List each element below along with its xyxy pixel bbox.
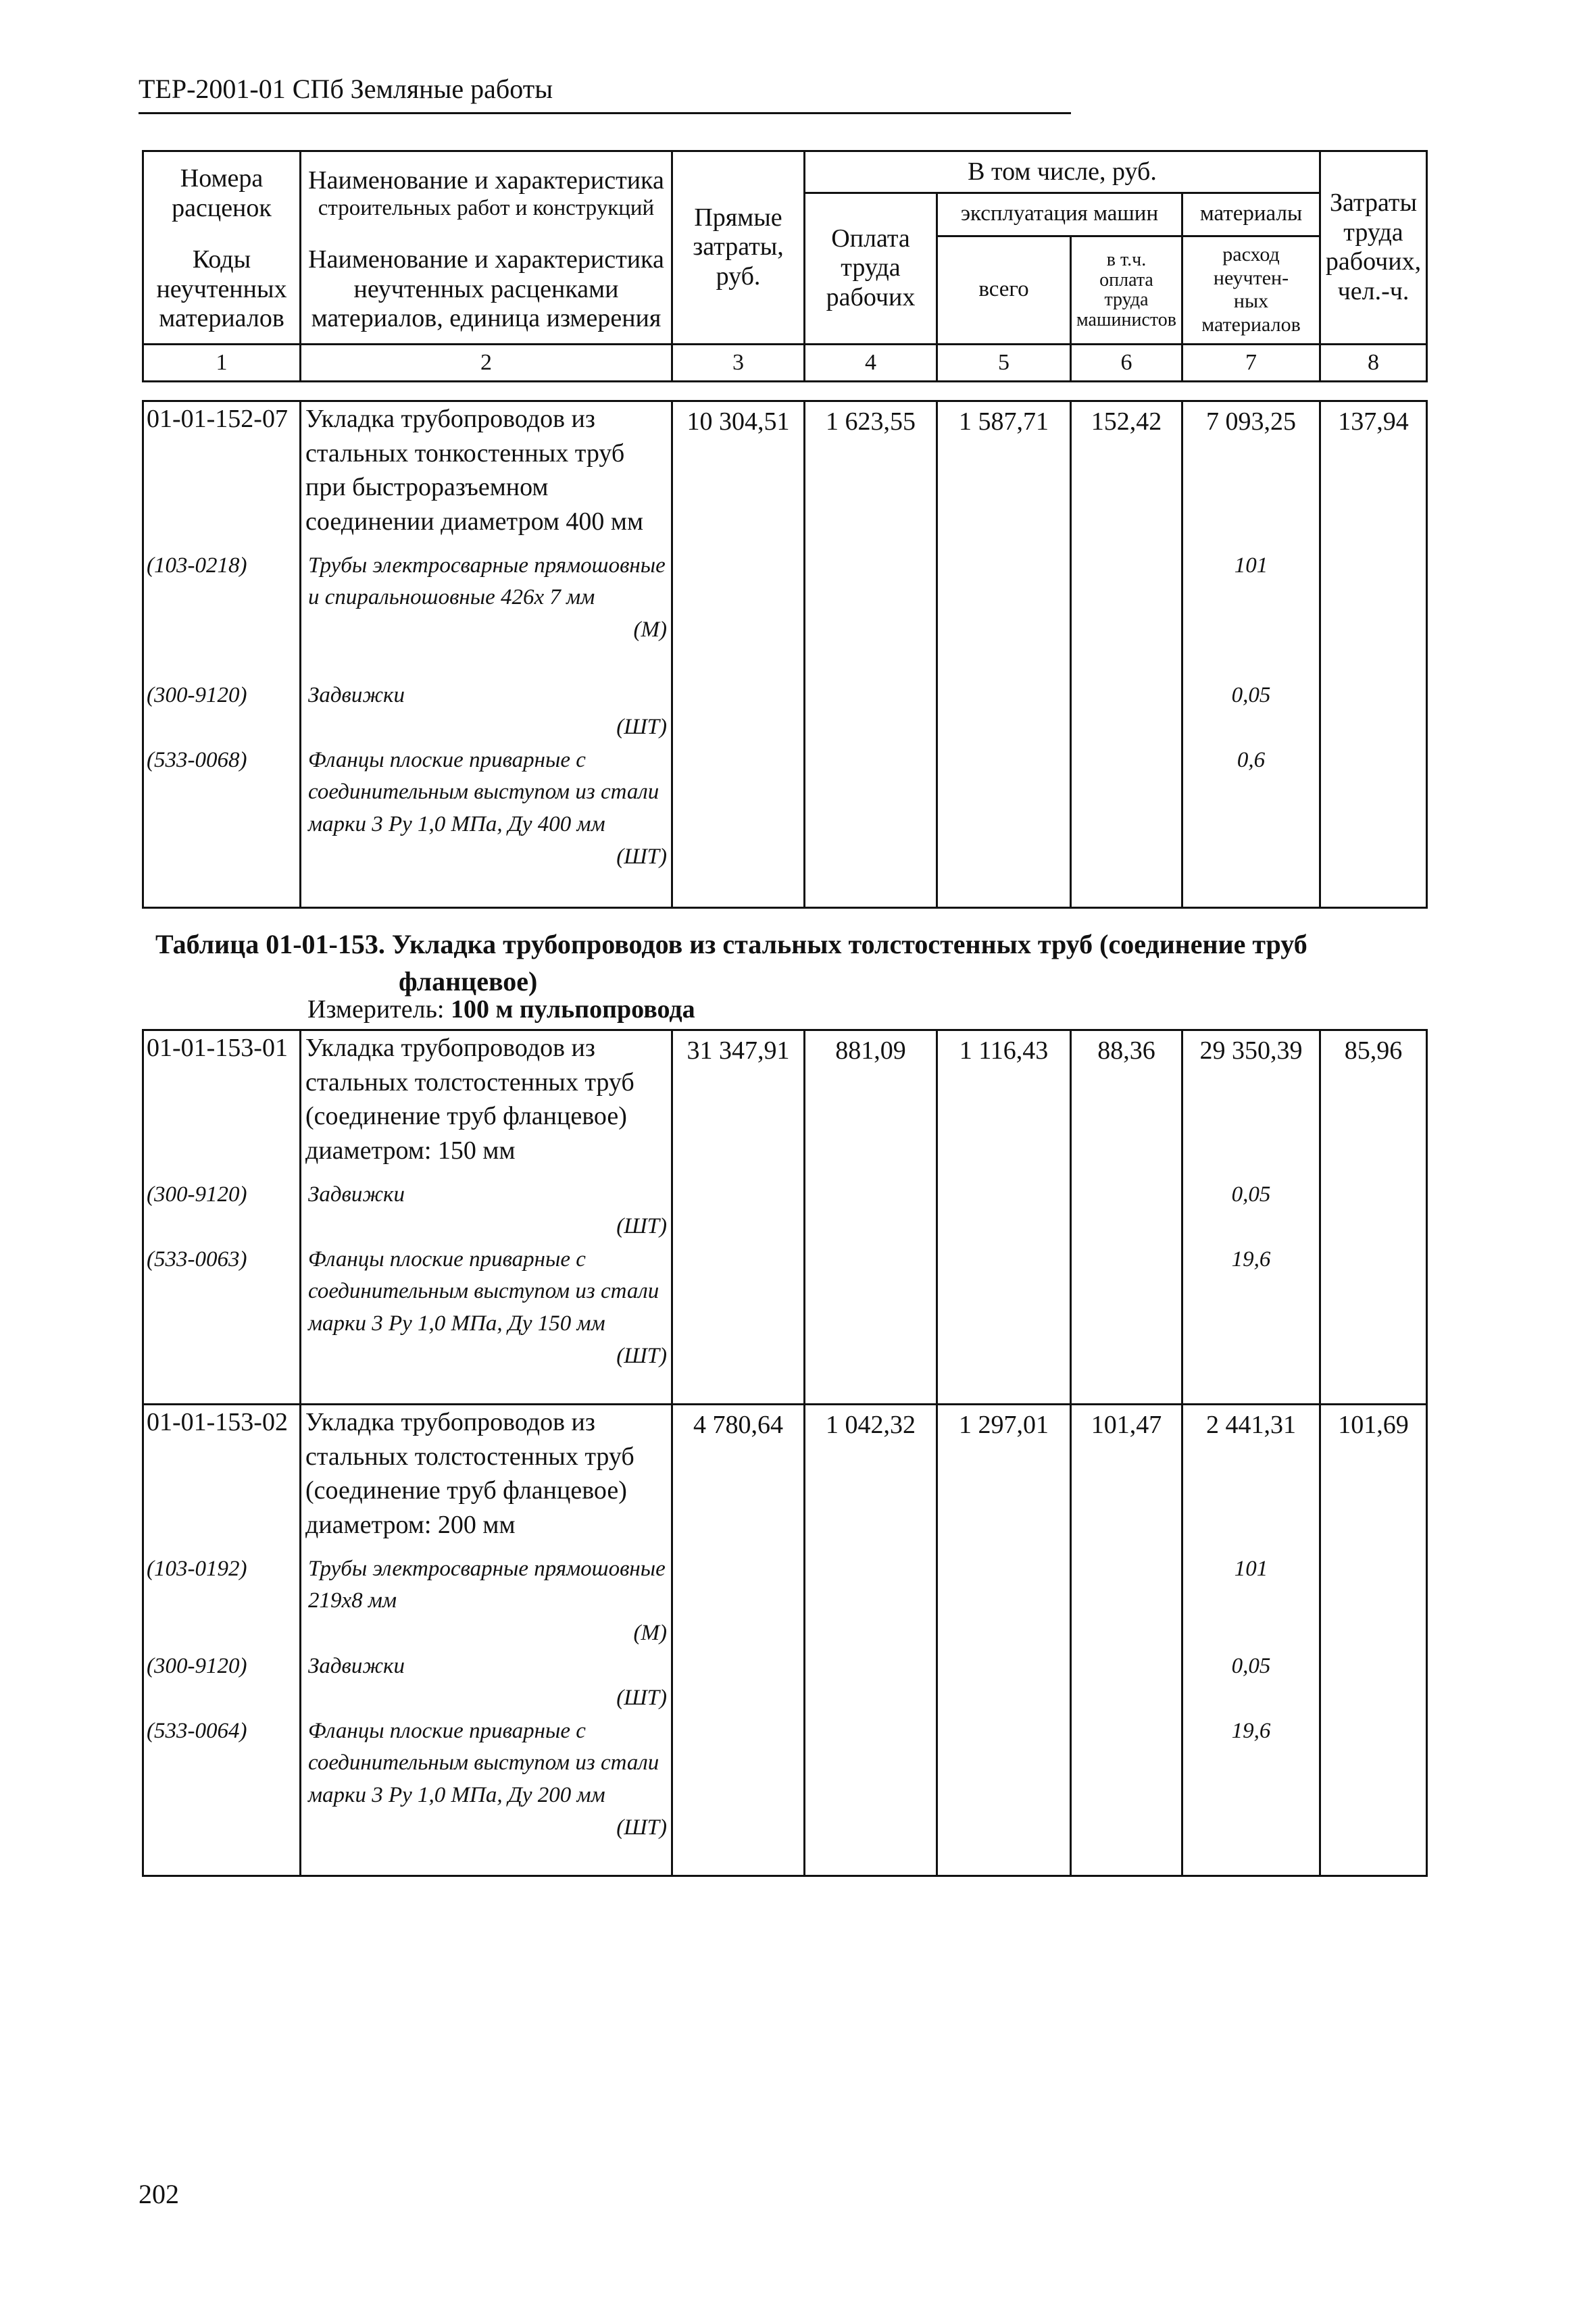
- material-name: Задвижки (ШТ): [301, 1651, 672, 1715]
- col-number-7: 7: [1182, 344, 1320, 381]
- material-unit: (ШТ): [616, 1344, 667, 1369]
- material-code: (300-9120): [143, 1179, 301, 1244]
- rates-table-153: [142, 1029, 1428, 1877]
- material-name: Трубы электросварные прямошовные и спиральношовные 426х 7 мм (М): [301, 550, 672, 680]
- labor-hours: 85,96: [1320, 1030, 1427, 1179]
- material-name: Фланцы плоские приварные с соединительным выступом из стали марки 3 Ру 1,0 МПа, Ду 400 мм (ШТ): [301, 745, 672, 908]
- rate-code: 01-01-153-01: [143, 1030, 301, 1179]
- col-number-5: 5: [937, 344, 1071, 381]
- material-code: (533-0064): [143, 1715, 301, 1876]
- material-unit: (ШТ): [616, 1686, 667, 1711]
- operators-cost: 101,47: [1071, 1405, 1182, 1553]
- rate-name: Укладка трубопроводов из стальных толстостенных труб (соединение труб фланцевое) диаметром: 150 мм: [301, 1030, 672, 1179]
- materials-header: материалы: [1182, 193, 1320, 236]
- machines-cost: 1 587,71: [937, 401, 1071, 550]
- material-rate: 0,05: [1182, 680, 1320, 745]
- material-unit: (ШТ): [616, 1214, 667, 1239]
- material-name: Задвижки (ШТ): [301, 1179, 672, 1244]
- machines-cost: 1 297,01: [937, 1405, 1071, 1553]
- material-row: [143, 1179, 1427, 1244]
- material-name: Фланцы плоские приварные с соединительным выступом из стали марки 3 Ру 1,0 МПа, Ду 150 мм (ШТ): [301, 1244, 672, 1405]
- material-row: [143, 1715, 1427, 1876]
- direct-cost: 10 304,51: [672, 401, 805, 550]
- machines-header: эксплуатация машин: [937, 193, 1182, 236]
- col-number-3: 3: [672, 344, 805, 381]
- rates-table-152: [142, 400, 1428, 909]
- material-rate: 101: [1182, 1553, 1320, 1651]
- material-code: (533-0068): [143, 745, 301, 908]
- material-row: [143, 745, 1427, 908]
- measure-value: 100 м пульпопровода: [451, 995, 695, 1024]
- materials-cost: 2 441,31: [1182, 1405, 1320, 1553]
- material-row: [143, 1651, 1427, 1715]
- group-header: В том числе, руб.: [805, 151, 1320, 193]
- labor-hours: 137,94: [1320, 401, 1427, 550]
- material-code: (103-0192): [143, 1553, 301, 1651]
- col3-header: Прямые затраты, руб.: [672, 151, 805, 345]
- col5-header: всего: [937, 236, 1071, 344]
- page-header: ТЕР-2001-01 СПб Земляные работы: [139, 74, 553, 104]
- table-row: [143, 1405, 1427, 1553]
- rate-code: 01-01-153-02: [143, 1405, 301, 1553]
- measure-label: Измеритель:: [307, 995, 445, 1024]
- material-rate: 0,05: [1182, 1651, 1320, 1715]
- table-title-line2: фланцевое): [399, 966, 538, 997]
- page-number: 202: [139, 2179, 179, 2209]
- table-title-line1: Таблица 01-01-153. Укладка трубопроводов из стальных толстостенных труб (соединение труб: [155, 929, 1307, 959]
- material-rate: 0,05: [1182, 1179, 1320, 1244]
- material-row: [143, 680, 1427, 745]
- material-unit: (М): [633, 1621, 667, 1646]
- material-row: [143, 550, 1427, 680]
- material-code: (533-0063): [143, 1244, 301, 1405]
- material-rate: 0,6: [1182, 745, 1320, 908]
- col7-header: расход неучтен- ных материалов: [1182, 236, 1320, 344]
- material-code: (300-9120): [143, 1651, 301, 1715]
- col-number-2: 2: [301, 344, 672, 381]
- labor-cost: 881,09: [805, 1030, 937, 1179]
- material-code: (103-0218): [143, 550, 301, 680]
- rate-code: 01-01-152-07: [143, 401, 301, 550]
- direct-cost: 4 780,64: [672, 1405, 805, 1553]
- operators-cost: 88,36: [1071, 1030, 1182, 1179]
- materials-cost: 7 093,25: [1182, 401, 1320, 550]
- direct-cost: 31 347,91: [672, 1030, 805, 1179]
- col-number-6: 6: [1071, 344, 1182, 381]
- material-unit: (М): [633, 618, 667, 643]
- materials-cost: 29 350,39: [1182, 1030, 1320, 1179]
- material-unit: (ШТ): [616, 1815, 667, 1840]
- table-row: [143, 401, 1427, 550]
- material-rate: 19,6: [1182, 1244, 1320, 1405]
- column-header-table: [142, 150, 1428, 382]
- table-title: [155, 926, 1372, 1000]
- table-row: [143, 1030, 1427, 1179]
- col-number-1: 1: [143, 344, 301, 381]
- col-number-8: 8: [1320, 344, 1427, 381]
- material-rate: 101: [1182, 550, 1320, 680]
- col1-top-header: Номера расценок: [143, 151, 301, 236]
- labor-hours: 101,69: [1320, 1405, 1427, 1553]
- labor-cost: 1 623,55: [805, 401, 937, 550]
- rate-name: Укладка трубопроводов из стальных тонкостенных труб при быстроразъемном соединении диаметром 400 мм: [301, 401, 672, 550]
- measure-unit: [307, 997, 695, 1022]
- material-unit: (ШТ): [616, 715, 667, 740]
- col8-header: Затраты труда рабочих, чел.-ч.: [1320, 151, 1427, 345]
- material-row: [143, 1244, 1427, 1405]
- labor-cost: 1 042,32: [805, 1405, 937, 1553]
- col1-bottom-header: Коды неучтенных материалов: [143, 236, 301, 344]
- col2-top-header: Наименование и характеристика строительных работ и конструкций: [301, 151, 672, 236]
- material-name: Задвижки (ШТ): [301, 680, 672, 745]
- col4-header: Оплата труда рабочих: [805, 193, 937, 344]
- header-rule: [139, 112, 1071, 114]
- col2-bottom-header: Наименование и характеристика неучтенных расценками материалов, единица измерения: [301, 236, 672, 344]
- operators-cost: 152,42: [1071, 401, 1182, 550]
- material-unit: (ШТ): [616, 845, 667, 870]
- machines-cost: 1 116,43: [937, 1030, 1071, 1179]
- material-rate: 19,6: [1182, 1715, 1320, 1876]
- col-number-4: 4: [805, 344, 937, 381]
- rate-name: Укладка трубопроводов из стальных толстостенных труб (соединение труб фланцевое) диаметром: 200 мм: [301, 1405, 672, 1553]
- material-code: (300-9120): [143, 680, 301, 745]
- material-name: Трубы электросварные прямошовные 219х8 мм (М): [301, 1553, 672, 1651]
- material-name: Фланцы плоские приварные с соединительным выступом из стали марки 3 Ру 1,0 МПа, Ду 200 мм (ШТ): [301, 1715, 672, 1876]
- material-row: [143, 1553, 1427, 1651]
- col6-header: в т.ч. оплата труда машинистов: [1071, 236, 1182, 344]
